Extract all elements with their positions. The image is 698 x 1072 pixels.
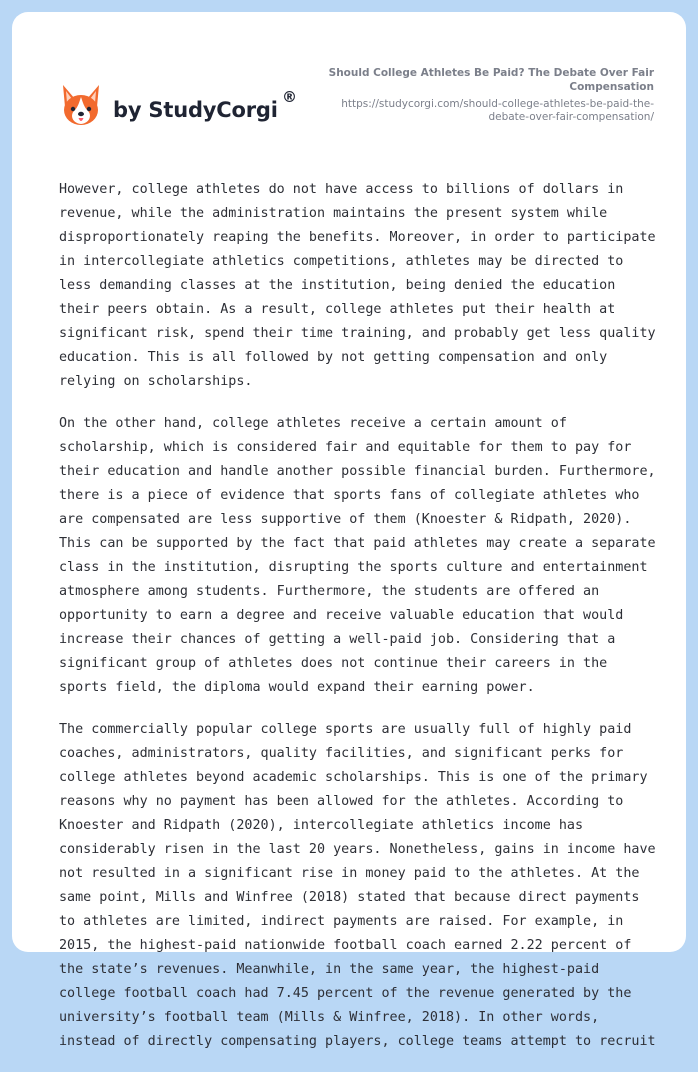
paragraph-3: The commercially popular college sports are usually full of highly paid coaches, administrators, quality facilities, and significant perks for college athletes beyond academic scholarships. This is one of the primary reasons why no payment has been allowed for the athletes. According to Knoester and Ridpath (2020), intercollegiate athletics income has considerably risen in the last 20 years. Nonetheless, gains in income have not resulted in a significant rise in money paid to the athletes. At the same point, Mills and Winfree (2018) stated that because direct payments to athletes are limited, indirect payments are raised. For example, in 2015, the highest-paid nationwide football coach earned 2.22 percent of the state’s revenues. Meanwhile, in the same year, the highest-paid college football coach had 7.45 percent of the revenue generated by the university’s football team (Mills & Winfree, 2018). In other words, instead of directly compensating players, college teams attempt to recruit (59, 722, 656, 1049)
corgi-icon (60, 83, 102, 129)
brand-name: by StudyCorgi (113, 98, 278, 122)
paragraph-2: On the other hand, college athletes receive a certain amount of scholarship, which is considered fair and equitable for them to pay for their education and handle another possible financial burden. Furthermore, there is a piece of evidence that sports fans of collegiate athletes who are compensated are less supportive of them (Knoester & Ridpath, 2020). This can be supported by the fact that paid athletes may create a separate class in the institution, disrupting the sports culture and entertainment atmosphere among students. Furthermore, the students are offered an opportunity to earn a degree and receive valuable education that would increase their chances of getting a well-paid job. Considering that a significant group of athletes does not continue their careers in the sports field, the diploma would expand their earning power. (59, 416, 656, 695)
registered-mark: ® (282, 88, 297, 106)
brand-logo[interactable] (60, 76, 297, 136)
source-url[interactable]: https://studycorgi.com/should-college-athletes-be-paid-the-debate-over-fair-compensation/ (341, 98, 654, 123)
paragraph-1: However, college athletes do not have access to billions of dollars in revenue, while the administration maintains the present system while disproportionately reaping the benefits. Moreover, in order to participate in intercollegiate athletics competitions, athletes may be directed to less demanding classes at the institution, being denied the education their peers obtain. As a result, college athletes put their health at significant risk, spend their time training, and probably get less quality education. This is all followed by not getting compensation and only relying on scholarships. (59, 182, 656, 389)
document-body (59, 178, 659, 1072)
source-info (314, 66, 654, 124)
source-title: Should College Athletes Be Paid? The Debate Over Fair Compensation (328, 67, 654, 93)
document-page (12, 12, 686, 1049)
